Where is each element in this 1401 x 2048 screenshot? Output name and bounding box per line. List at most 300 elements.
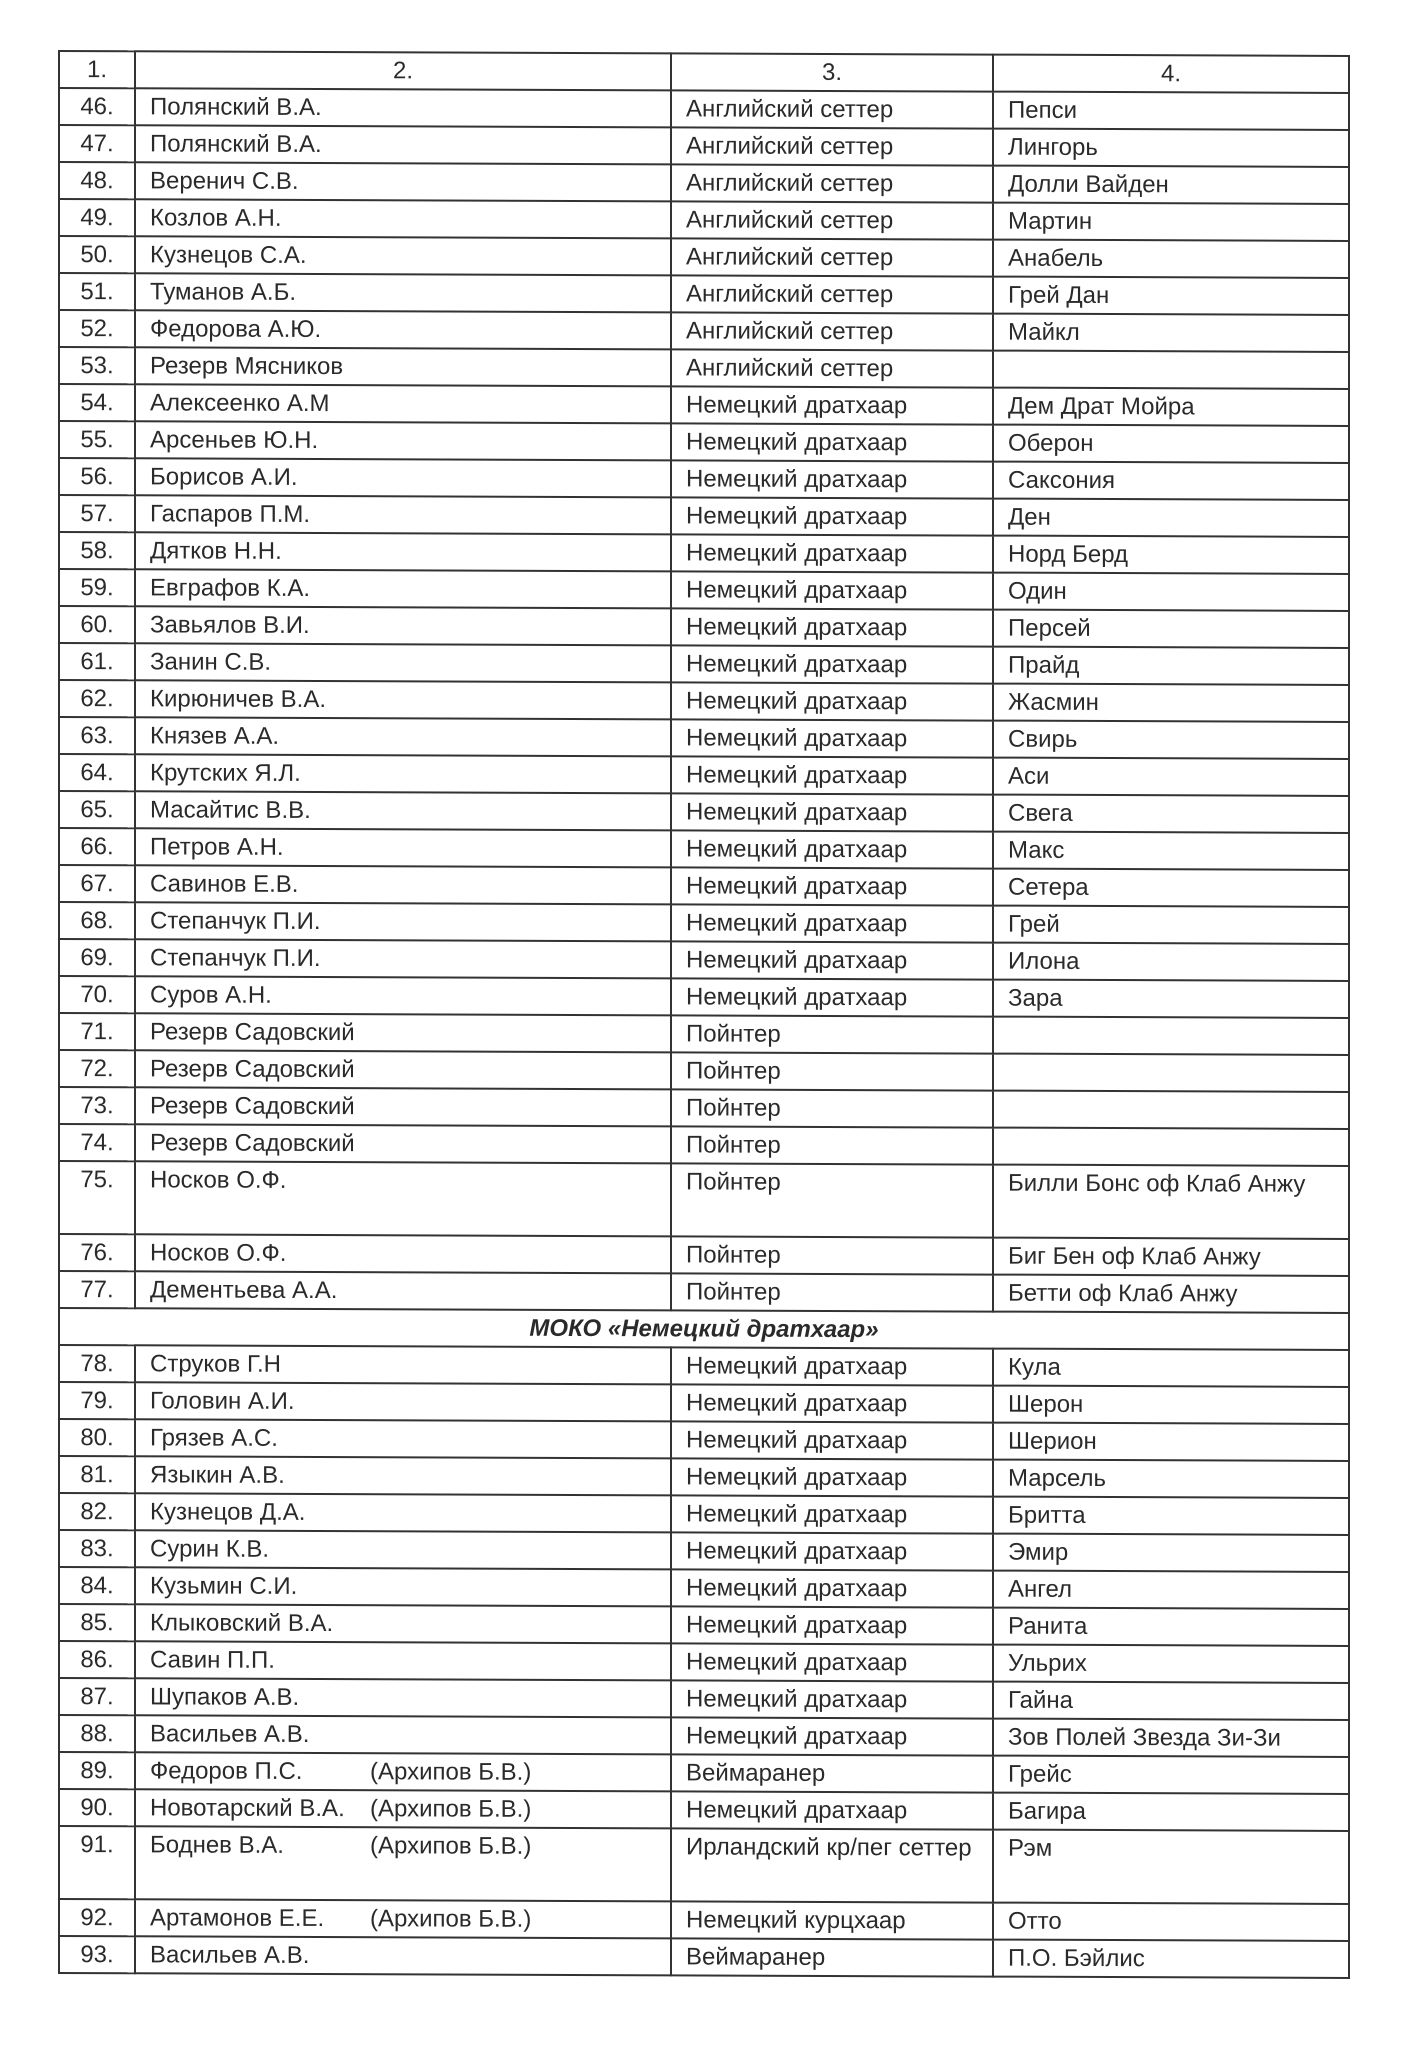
owner-name: Резерв Садовский [150,1092,355,1121]
table-row [59,1567,1349,1609]
table-row [59,1752,1349,1794]
breed-cell: Немецкий дратхаар [671,1458,993,1496]
row-number: 52. [59,310,135,347]
dog-name-cell: Свирь [993,721,1349,759]
dog-name-cell: Ульрих [993,1645,1349,1683]
table-row [59,88,1349,130]
table-row [59,1345,1349,1387]
table-row [59,273,1349,315]
dog-name-cell: Саксония [993,462,1349,500]
dog-name-cell: Зара [993,980,1349,1018]
table-row [59,1641,1349,1683]
handler-name: (Архипов Б.В.) [370,1758,532,1786]
table-row [59,1826,1349,1904]
table-row [59,532,1349,574]
owner-name: Борисов А.И. [150,463,298,491]
row-number: 50. [59,236,135,273]
owner-cell [135,532,671,571]
breed-cell: Немецкий дратхаар [671,1347,993,1385]
breed-cell: Немецкий дратхаар [671,830,993,868]
table-row [59,1715,1349,1757]
table-row [59,1234,1349,1276]
row-number: 74. [59,1124,135,1161]
owner-cell [135,1641,671,1680]
row-number: 63. [59,717,135,754]
row-number: 54. [59,384,135,421]
breed-cell: Пойнтер [671,1163,993,1237]
breed-cell: Немецкий дратхаар [671,756,993,794]
owner-cell [135,902,671,941]
table-row [59,1161,1349,1239]
row-number: 90. [59,1789,135,1826]
breed-cell: Немецкий дратхаар [671,645,993,683]
row-number: 46. [59,88,135,125]
dog-name-cell [993,1017,1349,1055]
row-number: 75. [59,1161,135,1234]
owner-name: Козлов А.Н. [150,204,282,232]
breed-cell: Немецкий дратхаар [671,793,993,831]
owner-cell [135,162,671,201]
breed-cell: Немецкий дратхаар [671,1495,993,1533]
owner-cell [135,976,671,1015]
dog-name-cell: Багира [993,1793,1349,1831]
owner-cell [135,310,671,349]
owner-name: Васильев А.В. [150,1941,310,1969]
owner-cell [135,347,671,386]
breed-cell: Немецкий дратхаар [671,1532,993,1570]
table-row [59,865,1349,907]
breed-cell: Немецкий дратхаар [671,534,993,572]
owner-cell [135,384,671,423]
row-number: 91. [59,1826,135,1899]
dog-name-cell: Бритта [993,1497,1349,1535]
dog-name-cell: Грей [993,906,1349,944]
owner-name: Резерв Садовский [150,1129,355,1158]
breed-cell: Пойнтер [671,1126,993,1164]
dog-name-cell: П.О. Бэйлис [993,1940,1349,1978]
dog-name-cell: Персей [993,610,1349,648]
table-row [59,1789,1349,1831]
owner-name: Степанчук П.И. [150,907,321,936]
owner-name: Князев А.А. [150,722,280,750]
owner-name: Алексеенко А.М [150,389,330,418]
owner-cell [135,421,671,460]
owner-cell [135,1382,671,1421]
table-row [59,1124,1349,1166]
table-row [59,1493,1349,1535]
owner-cell [135,680,671,719]
breed-cell: Немецкий дратхаар [671,386,993,424]
row-number: 55. [59,421,135,458]
owner-cell [135,865,671,904]
dog-name-cell: Сетера [993,869,1349,907]
owner-name: Федоров П.С. [150,1757,303,1785]
owner-cell [135,1715,671,1754]
owner-name: Веренич С.В. [150,167,299,195]
row-number: 89. [59,1752,135,1789]
dog-name-cell: Гайна [993,1682,1349,1720]
breed-cell: Веймаранер [671,1938,993,1976]
owner-name: Арсеньев Ю.Н. [150,426,319,454]
breed-cell: Английский сеттер [671,164,993,202]
breed-cell: Немецкий дратхаар [671,867,993,905]
owner-name: Дементьева А.А. [150,1276,338,1305]
table-row [59,939,1349,981]
breed-cell: Пойнтер [671,1052,993,1090]
owner-name: Дятков Н.Н. [150,537,282,565]
breed-cell: Пойнтер [671,1015,993,1053]
owner-cell [135,458,671,497]
row-number: 80. [59,1419,135,1456]
row-number: 84. [59,1567,135,1604]
row-number: 57. [59,495,135,532]
dog-name-cell: Зов Полей Звезда Зи-Зи [993,1719,1349,1757]
owner-cell [135,1789,671,1828]
owner-cell [135,606,671,645]
owner-name: Кузнецов Д.А. [150,1498,306,1526]
row-number: 61. [59,643,135,680]
dog-name-cell: Грей Дан [993,277,1349,315]
owner-name: Евграфов К.А. [150,574,311,602]
owner-cell [135,1678,671,1717]
owner-cell [135,1234,671,1273]
owner-cell [135,1087,671,1126]
handler-name: (Архипов Б.В.) [370,1795,532,1823]
owner-name: Носков О.Ф. [150,1239,287,1267]
row-number: 69. [59,939,135,976]
row-number: 83. [59,1530,135,1567]
owner-cell [135,1936,671,1975]
section-title: МОКО «Немецкий дратхаар» [59,1308,1349,1350]
owner-name: Кузнецов С.А. [150,241,307,269]
header-col-breed: 3. [671,53,993,91]
dog-name-cell: Один [993,573,1349,611]
owner-name: Новотарский В.А. [150,1794,345,1823]
dog-name-cell: Шерон [993,1386,1349,1424]
dog-name-cell: Макс [993,832,1349,870]
owner-cell [135,1050,671,1089]
breed-cell: Английский сеттер [671,275,993,313]
owner-name: Савин П.П. [150,1646,275,1674]
owner-name: Петров А.Н. [150,833,284,861]
table-row [59,1678,1349,1720]
row-number: 67. [59,865,135,902]
owner-name: Полянский В.А. [150,93,322,122]
row-number: 85. [59,1604,135,1641]
table-row [59,643,1349,685]
owner-cell [135,791,671,830]
owner-cell [135,1752,671,1791]
participants-table [58,50,1350,1979]
table-row [59,976,1349,1018]
row-number: 68. [59,902,135,939]
row-number: 79. [59,1382,135,1419]
owner-name: Грязев А.С. [150,1424,278,1452]
owner-name: Шупаков А.В. [150,1683,300,1711]
table-row [59,1050,1349,1092]
row-number: 86. [59,1641,135,1678]
table-row [59,236,1349,278]
owner-cell [135,495,671,534]
owner-name: Артамонов Е.Е. [150,1904,325,1933]
table-row [59,347,1349,389]
dog-name-cell: Марсель [993,1460,1349,1498]
breed-cell: Немецкий дратхаар [671,1680,993,1718]
table-row [59,754,1349,796]
breed-cell: Немецкий курцхаар [671,1901,993,1939]
handler-name: (Архипов Б.В.) [370,1905,532,1933]
header-col-owner: 2. [135,51,671,90]
row-number: 48. [59,162,135,199]
table-row [59,569,1349,611]
dog-name-cell: Бетти оф Клаб Анжу [993,1275,1349,1313]
owner-cell [135,236,671,275]
breed-cell: Немецкий дратхаар [671,682,993,720]
owner-name: Резерв Садовский [150,1018,355,1047]
table-row [59,1604,1349,1646]
owner-name: Кузьмин С.И. [150,1572,298,1600]
row-number: 58. [59,532,135,569]
breed-cell: Немецкий дратхаар [671,1717,993,1755]
breed-cell: Немецкий дратхаар [671,1643,993,1681]
breed-cell: Немецкий дратхаар [671,423,993,461]
breed-cell: Немецкий дратхаар [671,904,993,942]
row-number: 62. [59,680,135,717]
owner-cell [135,273,671,312]
dog-name-cell: Отто [993,1903,1349,1941]
dog-name-cell [993,351,1349,389]
dog-name-cell: Прайд [993,647,1349,685]
row-number: 81. [59,1456,135,1493]
owner-cell [135,1493,671,1532]
table-row [59,1271,1349,1313]
dog-name-cell: Ранита [993,1608,1349,1646]
owner-cell [135,1456,671,1495]
table-row [59,828,1349,870]
owner-name: Масайтис В.В. [150,796,311,824]
table-row [59,717,1349,759]
table-row [59,791,1349,833]
dog-name-cell: Дем Драт Мойра [993,388,1349,426]
section-header-row [59,1308,1349,1350]
breed-cell: Немецкий дратхаар [671,1421,993,1459]
dog-name-cell: Майкл [993,314,1349,352]
owner-name: Клыковский В.А. [150,1609,334,1638]
row-number: 66. [59,828,135,865]
breed-cell: Немецкий дратхаар [671,497,993,535]
row-number: 92. [59,1899,135,1936]
breed-cell: Английский сеттер [671,201,993,239]
owner-name: Кирюничев В.А. [150,685,327,714]
row-number: 65. [59,791,135,828]
dog-name-cell [993,1054,1349,1092]
dog-name-cell: Шерион [993,1423,1349,1461]
row-number: 88. [59,1715,135,1752]
table-row [59,1013,1349,1055]
row-number: 71. [59,1013,135,1050]
dog-name-cell: Билли Бонс оф Клаб Анжу [993,1165,1349,1239]
owner-cell [135,1530,671,1569]
dog-name-cell: Свега [993,795,1349,833]
dog-name-cell: Жасмин [993,684,1349,722]
dog-name-cell: Аси [993,758,1349,796]
owner-cell [135,754,671,793]
table-row [59,384,1349,426]
breed-cell: Немецкий дратхаар [671,1384,993,1422]
dog-name-cell: Ангел [993,1571,1349,1609]
breed-cell: Английский сеттер [671,238,993,276]
table-row [59,458,1349,500]
dog-name-cell: Грейс [993,1756,1349,1794]
breed-cell: Английский сеттер [671,349,993,387]
owner-cell [135,1899,671,1938]
owner-cell [135,939,671,978]
table-row [59,495,1349,537]
owner-name: Сурин К.В. [150,1535,270,1563]
breed-cell: Немецкий дратхаар [671,1606,993,1644]
row-number: 72. [59,1050,135,1087]
breed-cell: Английский сеттер [671,312,993,350]
owner-name: Суров А.Н. [150,981,272,1009]
owner-cell [135,125,671,164]
breed-cell: Немецкий дратхаар [671,608,993,646]
table-row [59,162,1349,204]
table-row [59,606,1349,648]
owner-name: Туманов А.Б. [150,278,297,306]
owner-cell [135,1604,671,1643]
row-number: 73. [59,1087,135,1124]
dog-name-cell: Эмир [993,1534,1349,1572]
owner-name: Крутских Я.Л. [150,759,301,787]
owner-cell [135,569,671,608]
table-row [59,680,1349,722]
owner-cell [135,1826,671,1901]
breed-cell: Немецкий дратхаар [671,978,993,1016]
table-row [59,1936,1349,1978]
dog-name-cell: Кула [993,1349,1349,1387]
owner-name: Савинов Е.В. [150,870,299,898]
row-number: 49. [59,199,135,236]
row-number: 47. [59,125,135,162]
table-header-row [59,51,1349,93]
owner-cell [135,717,671,756]
owner-name: Степанчук П.И. [150,944,321,973]
breed-cell: Немецкий дратхаар [671,1791,993,1829]
dog-name-cell: Мартин [993,203,1349,241]
dog-name-cell: Ден [993,499,1349,537]
table-row [59,1456,1349,1498]
row-number: 64. [59,754,135,791]
dog-name-cell [993,1128,1349,1166]
row-number: 51. [59,273,135,310]
row-number: 87. [59,1678,135,1715]
table-row [59,902,1349,944]
dog-name-cell: Лингорь [993,129,1349,167]
breed-cell: Английский сеттер [671,90,993,128]
breed-cell: Пойнтер [671,1236,993,1274]
owner-cell [135,1419,671,1458]
table-body [59,51,1349,1978]
dog-name-cell: Илона [993,943,1349,981]
owner-name: Боднев В.А. [150,1831,284,1859]
owner-cell [135,1567,671,1606]
row-number: 77. [59,1271,135,1308]
owner-name: Федорова А.Ю. [150,315,322,344]
breed-cell: Немецкий дратхаар [671,571,993,609]
owner-name: Васильев А.В. [150,1720,310,1748]
row-number: 93. [59,1936,135,1973]
breed-cell: Немецкий дратхаар [671,1569,993,1607]
header-col-number: 1. [59,51,135,88]
owner-name: Резерв Садовский [150,1055,355,1084]
owner-name: Носков О.Ф. [150,1166,287,1194]
owner-name: Струков Г.Н [150,1350,282,1378]
dog-name-cell: Биг Бен оф Клаб Анжу [993,1238,1349,1276]
header-col-dog: 4. [993,55,1349,93]
row-number: 78. [59,1345,135,1382]
breed-cell: Веймаранер [671,1754,993,1792]
owner-cell [135,1124,671,1163]
breed-cell: Немецкий дратхаар [671,719,993,757]
row-number: 82. [59,1493,135,1530]
owner-name: Занин С.В. [150,648,272,676]
breed-cell: Немецкий дратхаар [671,460,993,498]
table-row [59,199,1349,241]
table-row [59,1419,1349,1461]
row-number: 53. [59,347,135,384]
table-row [59,421,1349,463]
row-number: 70. [59,976,135,1013]
table-row [59,1382,1349,1424]
dog-name-cell: Пепси [993,92,1349,130]
table-row [59,1087,1349,1129]
owner-cell [135,88,671,127]
owner-name: Резерв Мясников [150,352,344,381]
owner-cell [135,1013,671,1052]
owner-cell [135,1271,671,1310]
owner-cell [135,1161,671,1236]
row-number: 59. [59,569,135,606]
breed-cell: Пойнтер [671,1089,993,1127]
breed-cell: Английский сеттер [671,127,993,165]
row-number: 60. [59,606,135,643]
dog-name-cell: Рэм [993,1830,1349,1904]
owner-cell [135,199,671,238]
table-row [59,1899,1349,1941]
table-row [59,1530,1349,1572]
row-number: 56. [59,458,135,495]
table-row [59,310,1349,352]
handler-name: (Архипов Б.В.) [370,1832,532,1860]
dog-name-cell: Оберон [993,425,1349,463]
owner-name: Гаспаров П.М. [150,500,311,528]
dog-name-cell: Долли Вайден [993,166,1349,204]
row-number: 76. [59,1234,135,1271]
owner-name: Языкин А.В. [150,1461,285,1489]
dog-name-cell [993,1091,1349,1129]
owner-cell [135,643,671,682]
owner-name: Головин А.И. [150,1387,295,1415]
breed-cell: Немецкий дратхаар [671,941,993,979]
dog-name-cell: Анабель [993,240,1349,278]
dog-name-cell: Норд Берд [993,536,1349,574]
breed-cell: Пойнтер [671,1273,993,1311]
owner-name: Завьялов В.И. [150,611,310,639]
owner-cell [135,828,671,867]
owner-name: Полянский В.А. [150,130,322,159]
breed-cell: Ирландский кр/пег сеттер [671,1828,993,1902]
document-page [58,50,1348,1979]
